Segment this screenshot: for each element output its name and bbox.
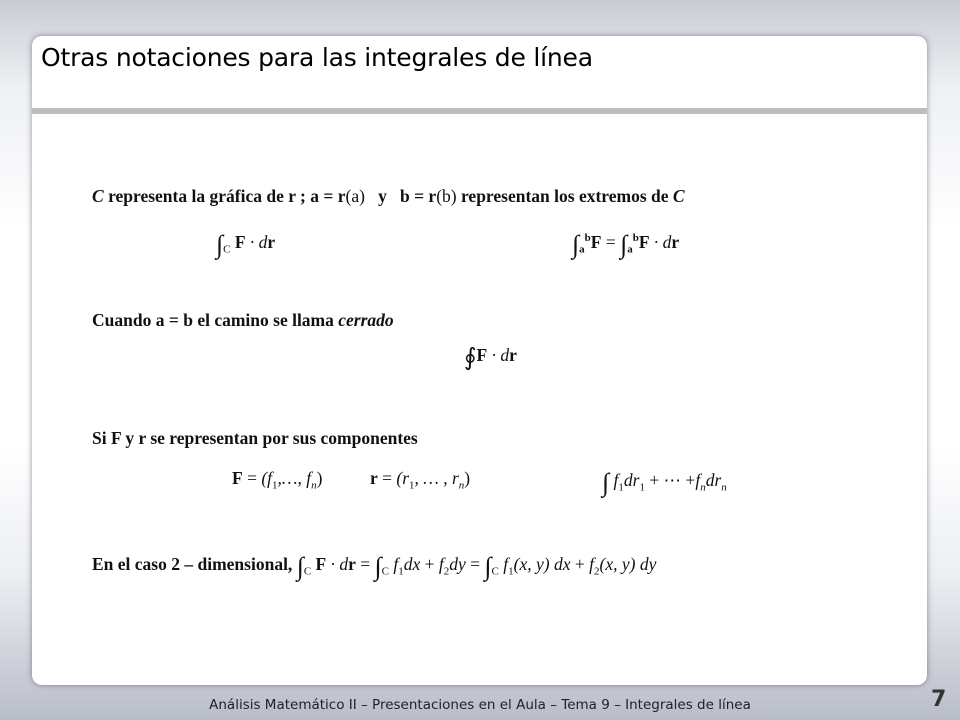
symbol-c: C <box>672 186 685 206</box>
symbol-b: b <box>183 310 193 330</box>
function-f2: f <box>589 554 594 574</box>
component-open: (r <box>396 468 410 488</box>
formula-definite-integral <box>572 232 679 258</box>
differential-dr: dr <box>623 470 640 490</box>
vector-r: r <box>267 232 276 252</box>
text-fragment: y <box>378 186 387 206</box>
integral-sign: ∫ <box>572 230 580 259</box>
formula-closed-integral <box>464 346 517 370</box>
text-fragment: representa la gráfica de <box>103 186 289 206</box>
vector-r: r <box>138 428 146 448</box>
plus-sign: + <box>420 554 439 574</box>
subscript-a: a <box>627 243 633 256</box>
subscript-c: C <box>223 243 231 256</box>
component-close: ) <box>316 468 323 488</box>
formula-two-dimensional <box>92 554 656 580</box>
equals-sign: = <box>355 554 375 574</box>
integral-sign: ∫ <box>296 552 304 581</box>
vector-r: r <box>348 554 356 574</box>
subscript-1: 1 <box>639 481 645 494</box>
vector-f: F <box>234 232 246 252</box>
component-mid: , … , r <box>414 468 459 488</box>
equals-sign: = <box>164 310 184 330</box>
formula-line-integral <box>216 232 275 258</box>
vector-f: F <box>590 232 602 252</box>
vector-f: F <box>638 232 650 252</box>
differential-dr: dr <box>705 470 722 490</box>
arg-a: (a) <box>345 186 365 206</box>
vector-f: F <box>315 554 327 574</box>
equals-sign: = <box>377 468 397 488</box>
vector-r: r <box>370 468 378 488</box>
subscript-2: 2 <box>594 565 600 578</box>
component-mid: ,…, f <box>277 468 312 488</box>
symbol-c: C <box>92 186 104 206</box>
integral-sign: ∫ <box>620 230 628 259</box>
arguments-xy: (x, y) <box>513 554 550 574</box>
text-fragment: Si <box>92 428 111 448</box>
vector-f: F <box>232 468 243 488</box>
text-fragment: En el caso 2 – dimensional, <box>92 554 293 574</box>
subscript-2: 2 <box>443 565 450 578</box>
text-fragment: el camino se llama <box>192 310 339 330</box>
dot-d: · d <box>649 232 672 252</box>
subscript-n: n <box>311 479 317 492</box>
slide-card <box>32 36 927 685</box>
symbol-b: b <box>399 186 410 206</box>
subscript-1: 1 <box>618 481 624 494</box>
equals-sign: = <box>601 232 621 252</box>
superscript-b: b <box>632 232 639 245</box>
vector-r: r <box>671 232 680 252</box>
text-fragment: Cuando <box>92 310 156 330</box>
integral-sign: ∫ <box>374 552 382 581</box>
text-fragment: y <box>121 428 139 448</box>
dot-d: · d <box>245 232 268 252</box>
differential-dx: dx <box>403 554 421 574</box>
slide-footer: Análisis Matemático II – Presentaciones en el Aula – Tema 9 – Integrales de línea <box>209 697 751 713</box>
symbol-r: r <box>337 186 346 206</box>
text-fragment: se representan por sus componentes <box>145 428 418 448</box>
function-f2: f <box>438 554 444 574</box>
formula-component-sum <box>602 470 727 496</box>
dot-d: · d <box>487 345 510 365</box>
function-f: f <box>695 470 701 490</box>
subscript-c: C <box>491 565 499 578</box>
superscript-b: b <box>584 232 591 245</box>
contour-integral-sign: ∮ <box>464 345 477 371</box>
subscript-1: 1 <box>508 565 514 578</box>
differential-dy: dy <box>639 554 657 574</box>
equals-sign: = <box>465 554 485 574</box>
equals-sign: = <box>242 468 262 488</box>
subscript-n: n <box>700 481 706 494</box>
plus-ellipsis: + ⋯ + <box>644 470 696 490</box>
plus-sign: + <box>570 554 590 574</box>
formula-f-components <box>232 470 322 492</box>
vector-r: r <box>509 345 517 365</box>
symbol-r: r <box>288 186 296 206</box>
slide-title: Otras notaciones para las integrales de línea <box>41 43 593 72</box>
vector-f: F <box>476 345 488 365</box>
symbol-r: r <box>428 186 437 206</box>
function-f1: f <box>393 554 399 574</box>
equals-sign: = <box>409 186 429 206</box>
integral-sign: ∫ <box>216 230 224 259</box>
differential-dx: dx <box>553 554 571 574</box>
integral-sign: ∫ <box>484 552 492 581</box>
formula-r-components <box>370 470 470 492</box>
text-fragment: ; <box>295 186 311 206</box>
symbol-a: a <box>310 186 319 206</box>
arguments-xy: (x, y) <box>599 554 636 574</box>
slide-body <box>32 36 927 685</box>
text-fragment: representan los extremos de <box>456 186 673 206</box>
subscript-n: n <box>458 479 465 492</box>
symbol-a: a <box>155 310 165 330</box>
subscript-c: C <box>381 565 389 578</box>
line-graph-description <box>92 188 685 206</box>
differential-dy: dy <box>449 554 466 574</box>
line-closed-path <box>92 312 394 330</box>
arg-b: (b) <box>436 186 457 206</box>
line-components <box>92 430 418 448</box>
subscript-n: n <box>721 481 727 494</box>
vector-f: F <box>110 428 122 448</box>
dot-d: · d <box>326 554 349 574</box>
integral-sign: ∫ <box>602 468 610 497</box>
component-open: (f <box>261 468 273 488</box>
function-f1: f <box>503 554 509 574</box>
term-cerrado: cerrado <box>338 310 394 330</box>
function-f: f <box>613 470 619 490</box>
equals-sign: = <box>319 186 338 206</box>
subscript-1: 1 <box>409 479 415 492</box>
page-number: 7 <box>931 687 947 712</box>
component-close: ) <box>464 468 471 488</box>
subscript-a: a <box>579 243 585 256</box>
subscript-1: 1 <box>398 565 404 578</box>
subscript-c: C <box>303 565 312 578</box>
subscript-1: 1 <box>272 479 278 492</box>
